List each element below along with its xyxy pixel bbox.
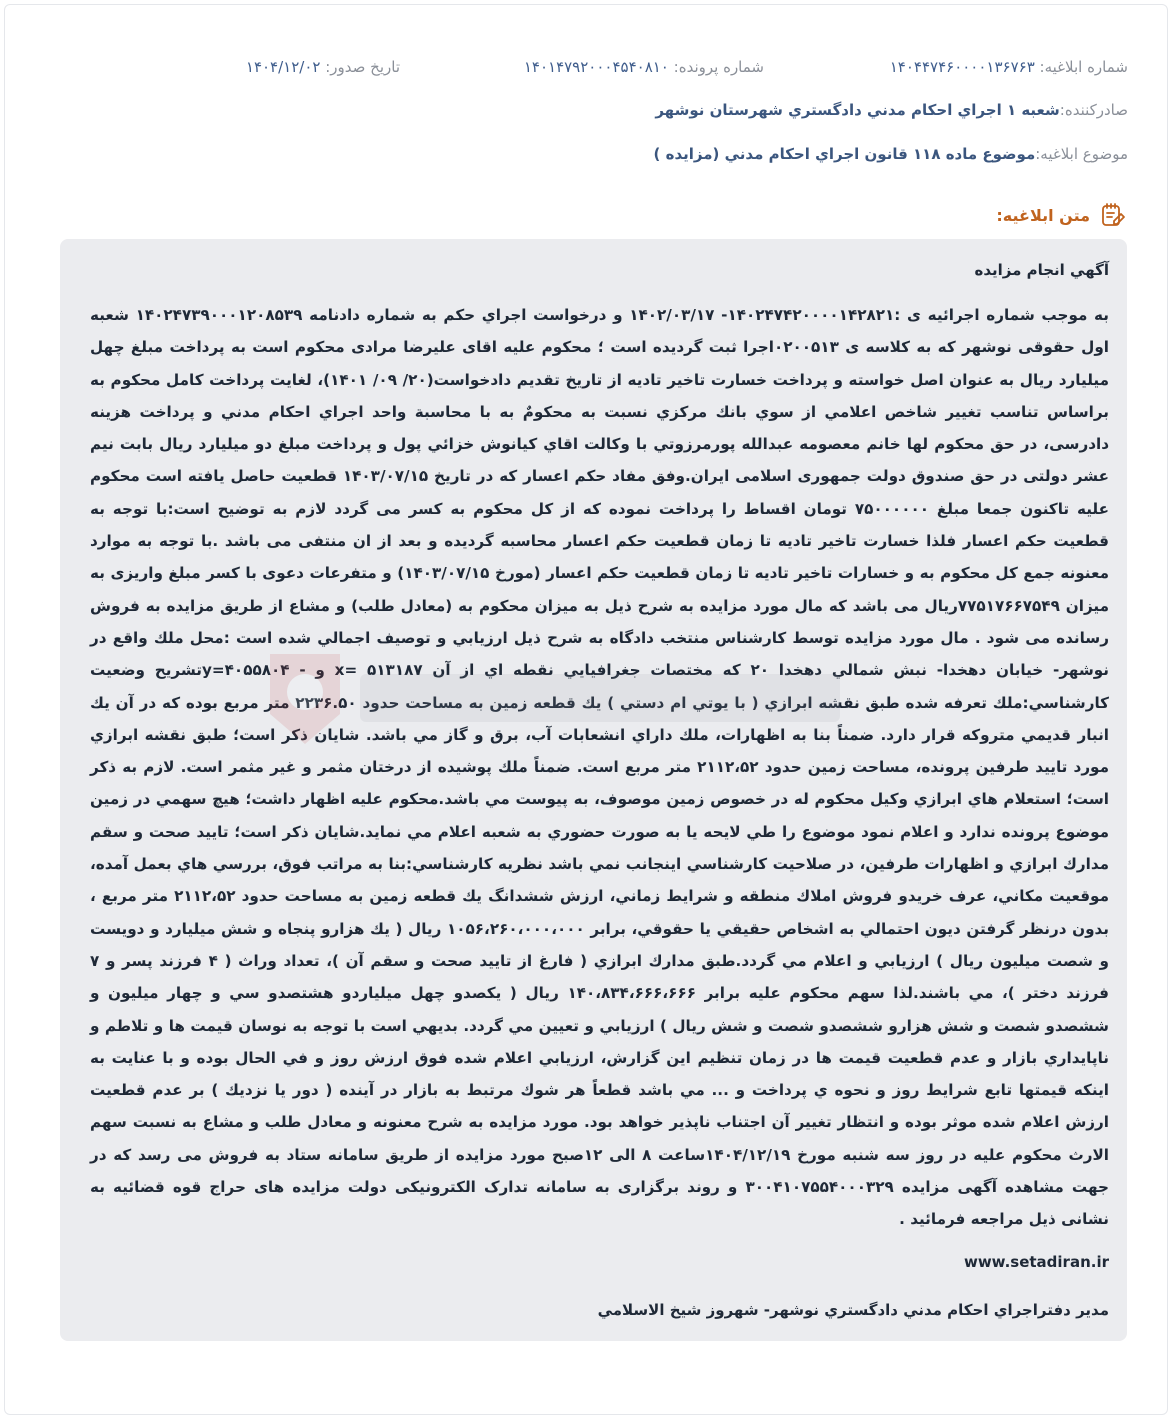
issue-date-value: ۱۴۰۴/۱۲/۰۲ [245, 58, 321, 76]
note-edit-icon [1100, 202, 1126, 228]
section-title-label: متن ابلاغیه: [996, 205, 1090, 225]
notice-heading: آگهي انجام مزايده [974, 261, 1109, 279]
subject-row [40, 142, 1128, 166]
issuer-value: شعبه ۱ اجراي احكام مدني دادگستري شهرستان نوشهر [655, 101, 1060, 119]
signature: مدير دفتراجراي احكام مدني دادگستري نوشهر- شهروز شيخ الاسلامي [597, 1300, 1109, 1319]
notice-text-section-title [996, 200, 1126, 230]
issue-date [246, 58, 400, 76]
issue-date-label: تاریخ صدور: [325, 58, 400, 76]
website-link[interactable]: www.setadiran.ir [963, 1252, 1109, 1271]
case-number [524, 58, 764, 76]
notice-meta-row [40, 58, 1128, 82]
notice-number [890, 58, 1128, 76]
notice-content [60, 239, 1127, 1341]
issuer-row [40, 98, 1128, 122]
notice-number-label: شماره ابلاغیه: [1039, 58, 1128, 76]
subject-value: موضوع ماده ۱۱۸ قانون اجراي احكام مدني (مزايده ) [653, 145, 1036, 163]
case-number-label: شماره پرونده: [673, 58, 764, 76]
case-number-value: ۱۴۰۱۴۷۹۲۰۰۰۴۵۴۰۸۱۰ [523, 58, 669, 76]
notice-number-value: ۱۴۰۴۴۷۴۶۰۰۰۰۱۳۶۷۶۳ [889, 58, 1035, 76]
notice-body: به موجب شماره اجرائيه ی :۱۴۰۲۴۷۴۲۰۰۰۰۱۴۲۸۲۱- ۱۴۰۲/۰۳/۱۷ و درخواست اجراي حكم به شماره دادنامه ۱۴۰۲۴۷۳۹۰۰۰۱۲۰۸۵۳۹ شعبه اول حقوقی نوشهر که به کلاسه ی ۰۲۰۰۵۱۳اجرا ثبت گردیده است ؛ محکوم علیه اقای علیرضا مرادی محکوم است به پرداخت مبلغ چهل میلیارد ریال به عنوان اصل خواسته و پرداخت خسارت تاخیر تادیه از تاریخ تقدیم دادخواست(۲۰/ ۰۹/ ۱۴۰۱)، لغایت پرداخت كامل محكوم به براساس تناسب تغيير شاخص اعلامي از سوي بانك مركزي نسبت به محكومٌ به با محاسبة واحد اجراي احكام مدني و پرداخت هزينه دادرسی، در حق محکوم لها خانم معصومه عبدالله پورمرزوتي با وكالت اقاي كيانوش خزائي پول و پرداخت مبلغ دو میلیارد ریال بابت نیم عشر دولتی در حق صندوق دولت جمهوری اسلامی ایران.وفق مفاد حکم اعسار که در تاریخ ۱۴۰۳/۰۷/۱۵ قطعیت حاصل یافته است محکوم علیه تاکنون جمعا مبلغ ۷۵۰۰۰۰۰۰ تومان اقساط را پرداخت نموده که از کل محکوم به کسر می گردد لازم به توضیح است:با توجه به قطعیت حکم اعسار فلذا خسارت تاخیر تادیه تا زمان قطعیت حکم اعسار محاسبه گردیده و بعد از ان منتفی می باشد .با توجه به موارد معنونه جمع کل محکوم به و خسارات تاخیر تادیه تا زمان قطعیت حکم اعسار (مورخ ۱۴۰۳/۰۷/۱۵) و متفرعات دعوی با کسر مبلغ واریزی به میزان ۷۷۵۱۷۶۶۷۵۴۹ریال می باشد که مال مورد مزايده به شرح ذیل به میزان محکوم به (معادل طلب) و مشاع از طریق مزایده به فروش رسانده می شود . مال مورد مزایده توسط کارشناس منتخب دادگاه به شرح ذيل ارزيابي و توصيف اجمالي شده است :محل ملك واقع در نوشهر- خيابان دهخدا- نبش شمالي دهخدا ۲۰ كه مختصات جغرافيايي نقطه اي از آن ۵۱۳۱۸۷ =x و - ۴۰۵۵۸۰۴=yتشريح وضعيت كارشناسي:ملك تعرفه شده طبق نقشه ابرازي ( با يوتي ام دستي ) يك قطعه زمين به مساحت حدود ۲۲۳۶.۵۰ متر مربع بوده كه در آن يك انبار قديمي متروكه قرار دارد. ضمناً بنا به اظهارات، ملك داراي انشعابات آب، برق و گاز مي باشد. شايان ذكر است؛ طبق نقشه ابرازي مورد تاييد طرفين پرونده، مساحت زمين حدود ۲۱۱۲،۵۲ متر مربع است. ضمناً ملك پوشيده از درختان مثمر و غير مثمر است. لازم به ذكر است؛ استعلام هاي ابرازي وكيل محكوم له در خصوص زمين موصوف، به پيوست مي باشد.محكوم عليه اظهار داشت؛ هيچ سهمي در زمين موضوع پرونده ندارد و اعلام نمود موضوع را طي لايحه يا به صورت حضوري به شعبه اعلام مي نمايد.شايان ذكر است؛ تاييد صحت و سقم مدارك ابرازي و اظهارات طرفين، در صلاحيت كارشناسي اينجانب نمي باشد نظريه كارشناسي:بنا به مراتب فوق، بررسي هاي بعمل آمده، موقعيت مكاني، عرف خريدو فروش املاك منطقه و شرايط زماني، ارزش ششدانگ يك قطعه زمين به مساحت حدود ۲۱۱۲،۵۲ متر مربع ، بدون درنظر گرفتن ديون احتمالي به اشخاص حقيقي يا حقوقي، برابر ۱۰۵۶،۲۶۰،۰۰۰،۰۰۰ ريال ( يك هزارو پنجاه و شش ميليارد و دويست و شصت ميليون ريال ) ارزيابي و اعلام مي گردد.طبق مدارك ابرازي ( فارغ از تاييد صحت و سقم آن )، تعداد وراث ( ۴ فرزند پسر و ۷ فرزند دختر )، مي باشند.لذا سهم محكوم عليه برابر ۱۴۰،۸۳۴،۶۶۶،۶۶۶ ريال ( يكصدو چهل ميلياردو هشتصدو سي و چهار ميليون و ششصدو شصت و شش هزارو ششصدو شصت و شش ريال ) ارزيابي و تعيين مي گردد. بديهي است با توجه به نوسان قيمت ها و تلاطم و ناپايداري بازار و عدم قطعيت قيمت ها در زمان تنظيم اين گزارش، ارزيابي اعلام شده فوق ارزش روز و في الحال بوده و با عنايت به اينكه قيمتها تابع شرايط روز و نحوه ي پرداخت و ... مي باشد قطعاً هر شوك مرتبط به بازار در آينده ( دور يا نزديك ) بر عدم قطعيت ارزش اعلام شده موثر بوده و انتظار تغيير آن اجتناب ناپذير خواهد بود. مورد مزايده به شرح معنونه و معادل طلب و مشاع به نسبت سهم الارث محکوم علیه در روز سه شنبه مورخ ۱۴۰۴/۱۲/۱۹ساعت ۸ الی ۱۲صبح مورد مزایده از طریق سامانه ستاد به فروش می رسد که در جهت مشاهده آگهی مزایده ۳۰۰۴۱۰۷۵۵۴۰۰۰۳۲۹ و روند برگزاری به سامانه تدارک الکترونیکی دولت مزایده های حراج قوه قضائیه به نشانی ذیل مراجعه فرمائید . [90, 306, 1110, 1229]
website-row [90, 1252, 1109, 1271]
issuer-label: صادرکننده: [1059, 101, 1128, 119]
subject-label: موضوع ابلاغیه: [1035, 145, 1128, 163]
